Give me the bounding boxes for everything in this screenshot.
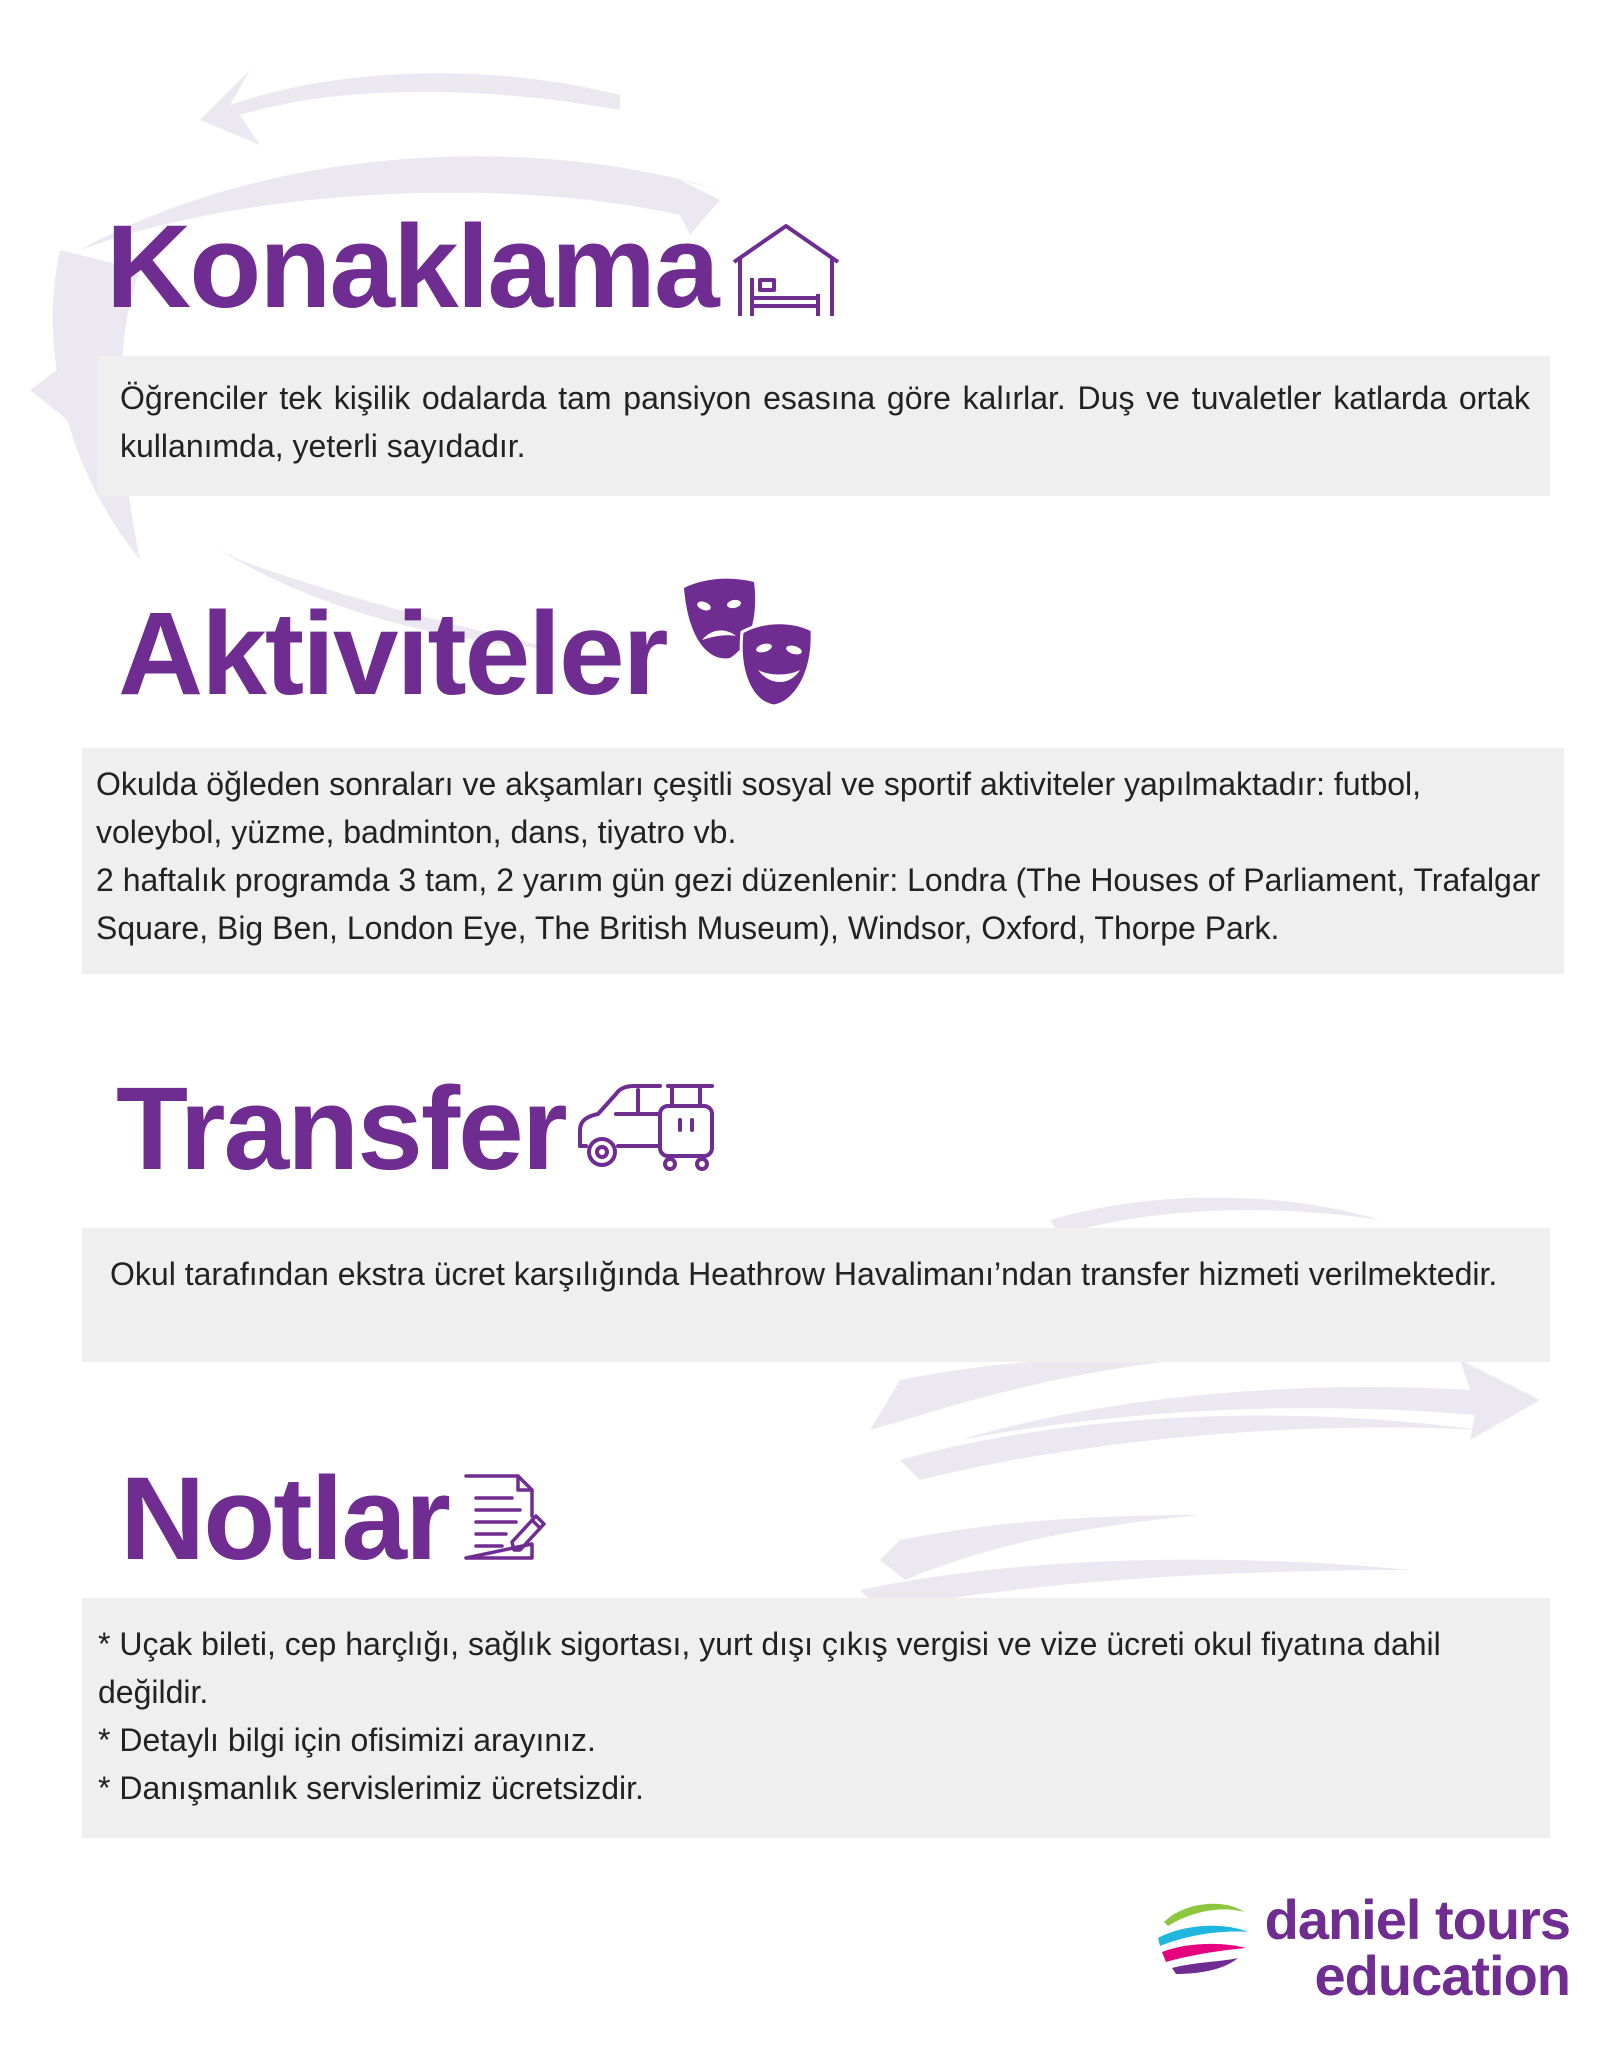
logo-line-2: education [1314,1944,1570,2007]
transfer-title: Transfer [116,1063,566,1195]
activities-text-1: Okulda öğleden sonraları ve akşamları çeşitli sosyal ve sportif aktiviteler yapılmaktadır: futbol, voleybol, yüzme, badminton, dans, tiyatro vb. [96,766,1422,850]
house-bed-icon [730,222,842,318]
activities-title: Aktiviteler [118,588,667,720]
swirl-logo-icon [1154,1892,1250,1980]
transfer-text: Okul tarafından ekstra ücret karşılığında Heathrow Havalimanı’ndan transfer hizmeti verilmektedir. [110,1256,1498,1292]
accommodation-text: Öğrenciler tek kişilik odalarda tam pansiyon esasına göre kalırlar. Duş ve tuvaletler katlarda ortak kullanımda, yeterli sayıdadır. [120,380,1530,464]
notes-box [82,1598,1550,1838]
accommodation-title: Konaklama [106,201,718,333]
accommodation-box [98,356,1550,496]
theater-masks-icon [678,574,818,708]
notes-title: Notlar [120,1453,449,1585]
notes-text-2: * Detaylı bilgi için ofisimizi arayınız. [98,1722,596,1758]
notes-text-1: * Uçak bileti, cep harçlığı, sağlık sigortası, yurt dışı çıkış vergisi ve vize ücreti okul fiyatına dahil değildir. [98,1626,1441,1710]
transfer-box [82,1228,1550,1362]
activities-box [82,748,1564,974]
car-luggage-icon [576,1080,716,1174]
document-pen-icon [462,1472,548,1562]
daniel-tours-logo [1150,1888,1570,2018]
logo-line-1: daniel tours [1264,1888,1570,1951]
notes-text-3: * Danışmanlık servislerimiz ücretsizdir. [98,1770,644,1806]
activities-text-2: 2 haftalık programda 3 tam, 2 yarım gün gezi düzenlenir: Londra (The Houses of Parliament, Trafalgar Square, Big Ben, London Eye, The British Museum), Windsor, Oxford, Thorpe Park. [96,862,1541,946]
